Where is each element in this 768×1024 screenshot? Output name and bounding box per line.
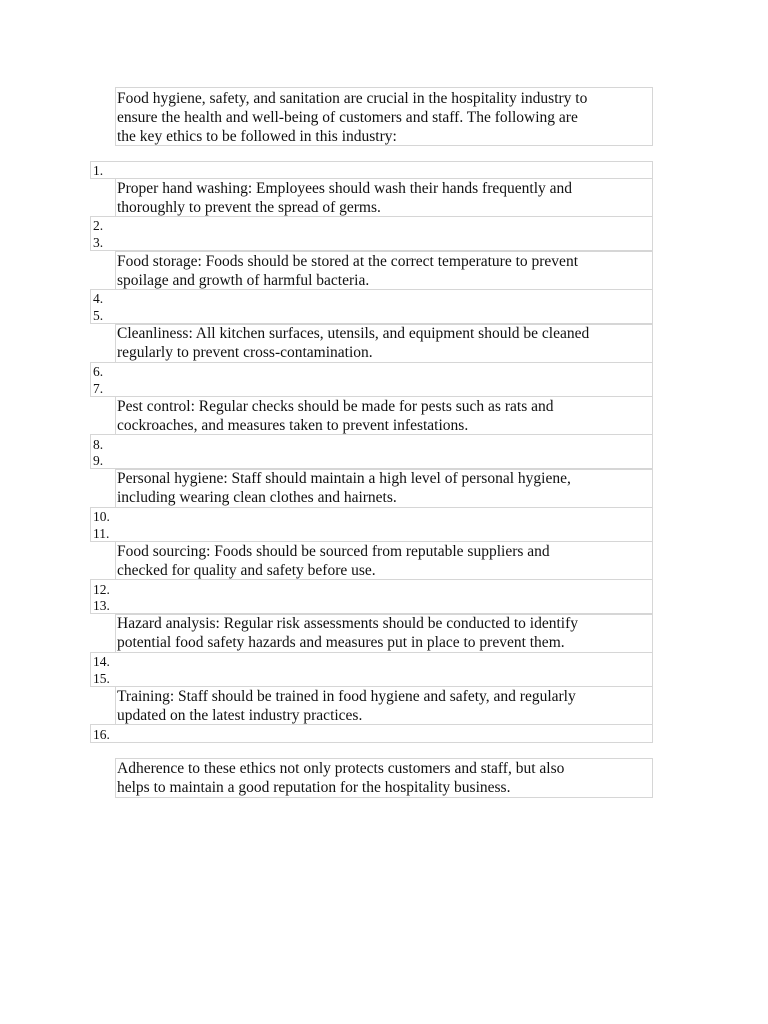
list-item-line: Training: Staff should be trained in food hygiene and safety, and regularly xyxy=(117,688,576,705)
list-number: 9. xyxy=(93,453,104,468)
list-item xyxy=(117,469,571,507)
list-number: 16. xyxy=(93,727,110,742)
list-item-line: Personal hygiene: Staff should maintain a high level of personal hygiene, xyxy=(117,470,571,487)
list-number: 2. xyxy=(93,218,104,233)
list-item-line: regularly to prevent cross-contamination. xyxy=(117,344,373,361)
list-number: 4. xyxy=(93,291,104,306)
intro-line: Food hygiene, safety, and sanitation are crucial in the hospitality industry to xyxy=(117,90,588,107)
list-number: 13. xyxy=(93,598,110,613)
number-row xyxy=(90,216,653,251)
list-item-line: Food storage: Foods should be stored at the correct temperature to prevent xyxy=(117,253,578,270)
list-number: 7. xyxy=(93,381,104,396)
intro-paragraph xyxy=(117,89,587,146)
list-number: 14. xyxy=(93,654,110,669)
number-row xyxy=(90,434,653,469)
list-item-line: cockroaches, and measures taken to prevent infestations. xyxy=(117,417,469,434)
list-item xyxy=(117,687,576,725)
number-row xyxy=(90,724,653,743)
list-item xyxy=(117,542,550,580)
list-item-line: Hazard analysis: Regular risk assessments should be conducted to identify xyxy=(117,615,579,632)
list-number: 5. xyxy=(93,308,104,323)
list-item xyxy=(117,614,578,652)
list-item xyxy=(117,397,553,435)
list-item-line: spoilage and growth of harmful bacteria. xyxy=(117,272,370,289)
intro-line: the key ethics to be followed in this industry: xyxy=(117,128,397,145)
list-item xyxy=(117,324,589,362)
list-number: 12. xyxy=(93,582,110,597)
list-number: 6. xyxy=(93,364,104,379)
list-number: 8. xyxy=(93,437,104,452)
number-row xyxy=(90,579,653,614)
number-row xyxy=(90,507,653,542)
list-item-line: Food sourcing: Foods should be sourced from reputable suppliers and xyxy=(117,543,550,560)
list-item-line: Proper hand washing: Employees should wash their hands frequently and xyxy=(117,180,573,197)
list-item-line: checked for quality and safety before use. xyxy=(117,562,376,579)
list-item-line: thoroughly to prevent the spread of germs. xyxy=(117,199,381,216)
number-row xyxy=(90,161,653,179)
list-number: 15. xyxy=(93,671,110,686)
list-number: 10. xyxy=(93,509,110,524)
list-number: 11. xyxy=(93,526,110,541)
number-row xyxy=(90,289,653,324)
list-item-line: Cleanliness: All kitchen surfaces, utensils, and equipment should be cleaned xyxy=(117,325,590,342)
list-item xyxy=(117,179,572,217)
number-row xyxy=(90,362,653,397)
conclusion-line: Adherence to these ethics not only protects customers and staff, but also xyxy=(117,760,565,777)
list-number: 3. xyxy=(93,235,104,250)
list-item-line: Pest control: Regular checks should be made for pests such as rats and xyxy=(117,398,554,415)
number-row xyxy=(90,652,653,687)
conclusion-paragraph xyxy=(117,759,564,797)
intro-line: ensure the health and well-being of customers and staff. The following are xyxy=(117,109,578,126)
list-item-line: updated on the latest industry practices. xyxy=(117,707,363,724)
list-item xyxy=(117,252,578,290)
conclusion-line: helps to maintain a good reputation for the hospitality business. xyxy=(117,779,511,796)
list-item-line: including wearing clean clothes and hairnets. xyxy=(117,489,397,506)
list-number: 1. xyxy=(93,163,104,178)
list-item-line: potential food safety hazards and measures put in place to prevent them. xyxy=(117,634,565,651)
